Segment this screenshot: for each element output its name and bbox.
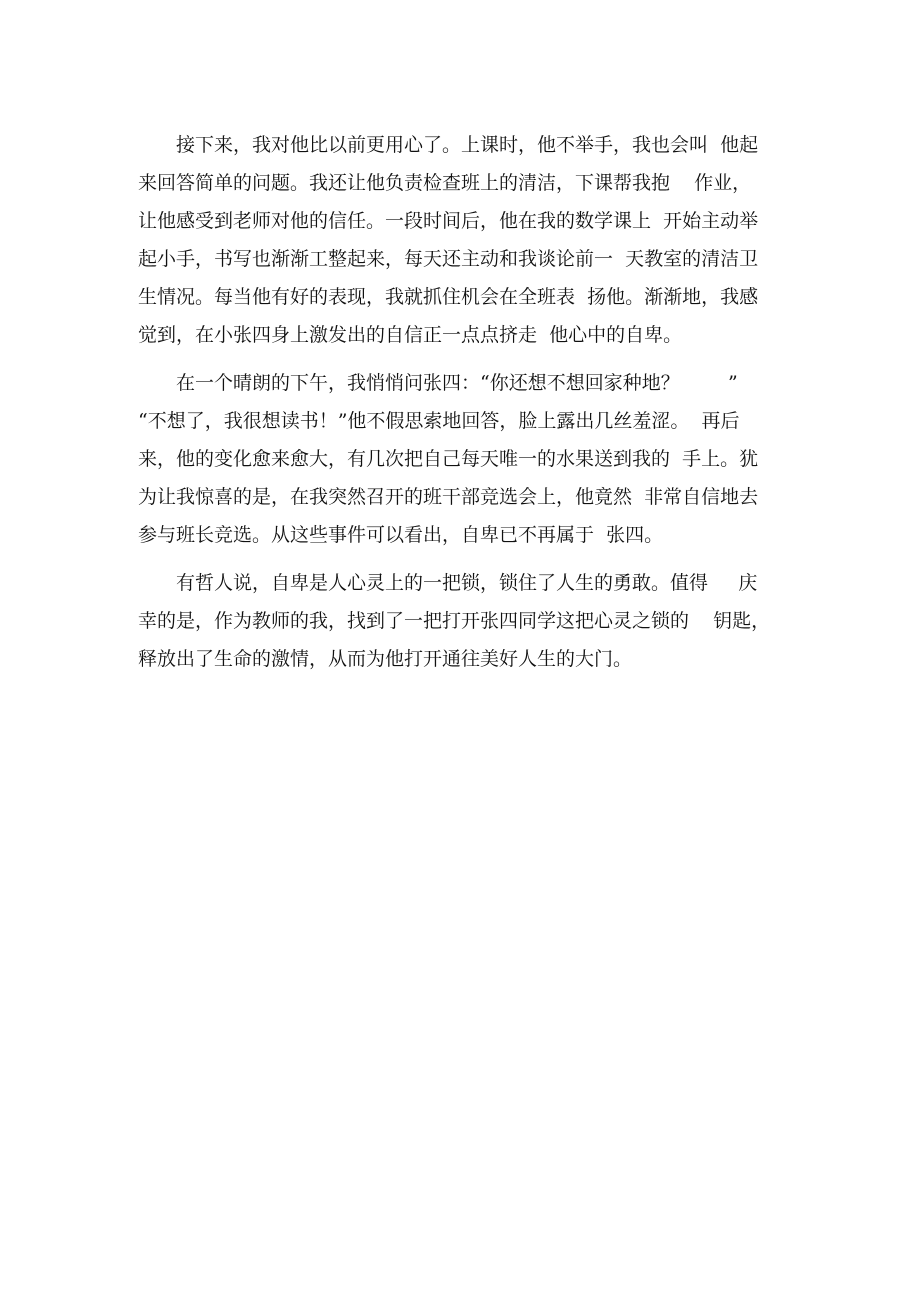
- paragraph-3: [138, 564, 798, 678]
- text-line: 参与班长竞选。从这些事件可以看出，自卑已不再属于 张四。: [138, 524, 664, 546]
- text-line: 来回答简单的问题。我还让他负责检查班上的清洁，下课帮我抱 作业，: [138, 172, 752, 194]
- text-line: 接下来，我对他比以前更用心了。上课时，他不举手，我也会叫 他起: [138, 134, 759, 156]
- text-line: 觉到，在小张四身上激发出的自信正一点点挤走 他心中的自卑。: [138, 324, 683, 346]
- body-text: [138, 126, 798, 678]
- text-line: 幸的是，作为教师的我，找到了一把打开张四同学这把心灵之锁的 钥匙，: [138, 610, 771, 632]
- text-line: 为让我惊喜的是，在我突然召开的班干部竞选会上，他竟然 非常自信地去: [138, 486, 759, 508]
- text-line: “不想了，我很想读书！”他不假思索地回答，脸上露出几丝羞涩。 再后: [138, 410, 740, 432]
- text-line: 起小手，书写也渐渐工整起来，每天还主动和我谈论前一 天教室的清洁卫: [138, 248, 759, 270]
- text-line: 来，他的变化愈来愈大，有几次把自己每天唯一的水果送到我的 手上。犹: [138, 448, 759, 470]
- paragraph-gap: [138, 554, 798, 564]
- text-line: 释放出了生命的激情，从而为他打开通往美好人生的大门。: [138, 648, 633, 670]
- text-line: 有哲人说，自卑是人心灵上的一把锁，锁住了人生的勇敢。值得 庆: [138, 572, 758, 594]
- paragraph-1: [138, 126, 798, 354]
- text-line: 生情况。每当他有好的表现，我就抓住机会在全班表 扬他。渐渐地，我感: [138, 286, 759, 308]
- text-line: 在一个晴朗的下午，我悄悄问张四：“你还想不想回家种地？ ”: [138, 372, 738, 394]
- text-line: 让他感受到老师对他的信任。一段时间后，他在我的数学课上 开始主动举: [138, 210, 759, 232]
- paragraph-2: [138, 364, 798, 554]
- paragraph-gap: [138, 354, 798, 364]
